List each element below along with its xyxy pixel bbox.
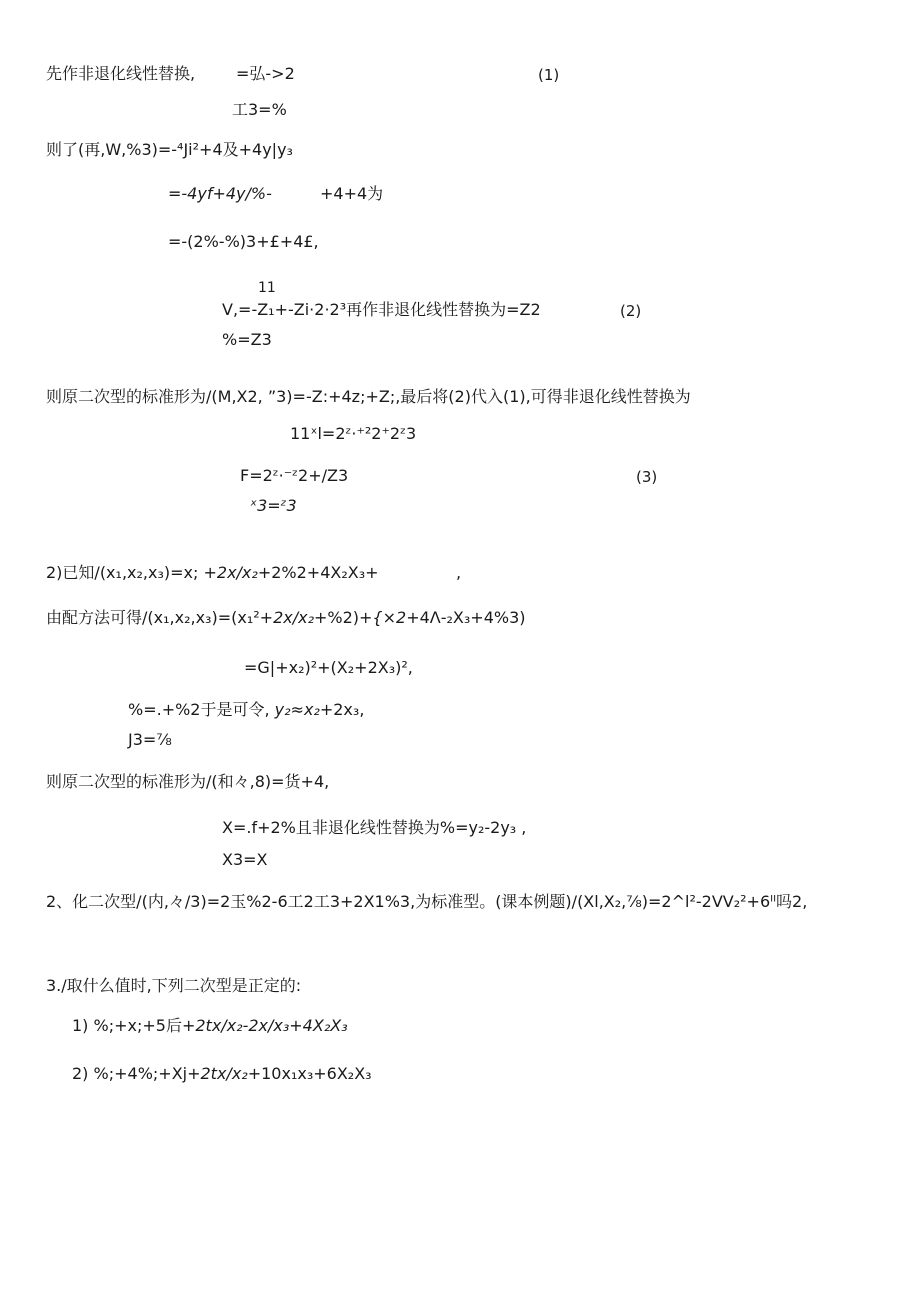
paragraph-line: 则原二次型的标准形为/(M,X2, ”3)=-Z:+4z;+Z;,最后将(2)代入(1),可得非退化线性替换为 xyxy=(46,387,691,406)
formula-line: F=2ᶻ·⁻ᶻ2+/Z3 xyxy=(240,466,349,485)
problem-3-item-1 xyxy=(72,1016,348,1035)
problem-3-item-2 xyxy=(72,1064,372,1083)
text-segment: , xyxy=(456,563,462,582)
text-segment: +2x₃, xyxy=(319,700,365,719)
equation-number-3: (3) xyxy=(636,468,658,486)
formula-line: =-4yf+4y/%- xyxy=(168,184,272,203)
text-segment: 2tx/x₂ xyxy=(200,1064,248,1083)
equation-number-1: (1) xyxy=(538,66,560,84)
formula-line: 工3=% xyxy=(232,100,287,119)
paragraph-line: 则原二次型的标准形为/(和々,8)=货+4, xyxy=(46,772,330,791)
formula-line: X=.f+2%且非退化线性替换为%=y₂-2y₃ , xyxy=(222,818,527,837)
problem-line xyxy=(46,563,379,582)
text-segment: +2x/x₂ xyxy=(203,563,258,582)
substitution-formula-1: =弘->2 xyxy=(236,64,295,83)
formula-line: V,=-Z₁+-Zi·2·2³再作非退化线性替换为=Z2 xyxy=(222,300,541,319)
problem-3-title: 3./取什么值时,下列二次型是正定的: xyxy=(46,976,302,995)
formula-line: X3=X xyxy=(222,850,268,869)
text-segment: +%2)+ xyxy=(313,608,373,627)
text-segment: {×2+ xyxy=(372,608,420,627)
formula-line: 则了(再,W,%3)=-⁴Ji²+4及+4y|y₃ xyxy=(46,140,293,159)
formula-line: ˣ3=ᶻ3 xyxy=(250,496,297,515)
text-segment: +10x₁x₃+6X₂X₃ xyxy=(247,1064,372,1083)
formula-line: =G|+x₂)²+(X₂+2X₃)², xyxy=(244,658,413,677)
text-segment: 4Λ-₂X₃+4%3) xyxy=(419,608,526,627)
text-segment: 2) %;+4%;+Xj+ xyxy=(72,1064,201,1083)
text-segment: 1) %;+x;+5后+ xyxy=(72,1016,196,1035)
text-segment: +2%2+4X₂X₃+ xyxy=(257,563,379,582)
formula-line: %=Z3 xyxy=(222,330,272,349)
text-segment: 2tx/x₂-2x/x₃+4X₂X₃ xyxy=(195,1016,348,1035)
formula-line: 11ˣl=2ᶻ·⁺²2⁺2ᶻ3 xyxy=(290,424,417,443)
text-segment: 2)已知/(x₁,x₂,x₃)=x; xyxy=(46,563,199,582)
text-segment: y₂≈x₂ xyxy=(274,700,320,719)
text-segment: 2x/x₂ xyxy=(273,608,314,627)
text-segment: 由配方法可得/(x₁,x₂,x₃)=(x₁²+ xyxy=(46,608,274,627)
intro-text: 先作非退化线性替换, xyxy=(46,64,196,83)
formula-line: +4+4为 xyxy=(320,184,384,203)
text-segment: %=.+%2于是可令, xyxy=(128,700,270,719)
formula-line: =-(2%-%)3+£+4£, xyxy=(168,232,319,251)
formula-line xyxy=(46,608,526,627)
formula-line xyxy=(128,700,364,719)
problem-2-text: 2、化二次型/(内,々/3)=2玉%2-6工2工3+2X1%3,为标准型。(课本例题)/(Xl,X₂,⅞)=2^l²-2VV₂²+6ᴵᴵ吗2, xyxy=(46,892,808,911)
intro-line xyxy=(46,64,195,83)
equation-number-2: (2) xyxy=(620,302,642,320)
formula-superscript: 11 xyxy=(258,280,276,296)
formula-line: J3=⅞ xyxy=(128,730,172,749)
